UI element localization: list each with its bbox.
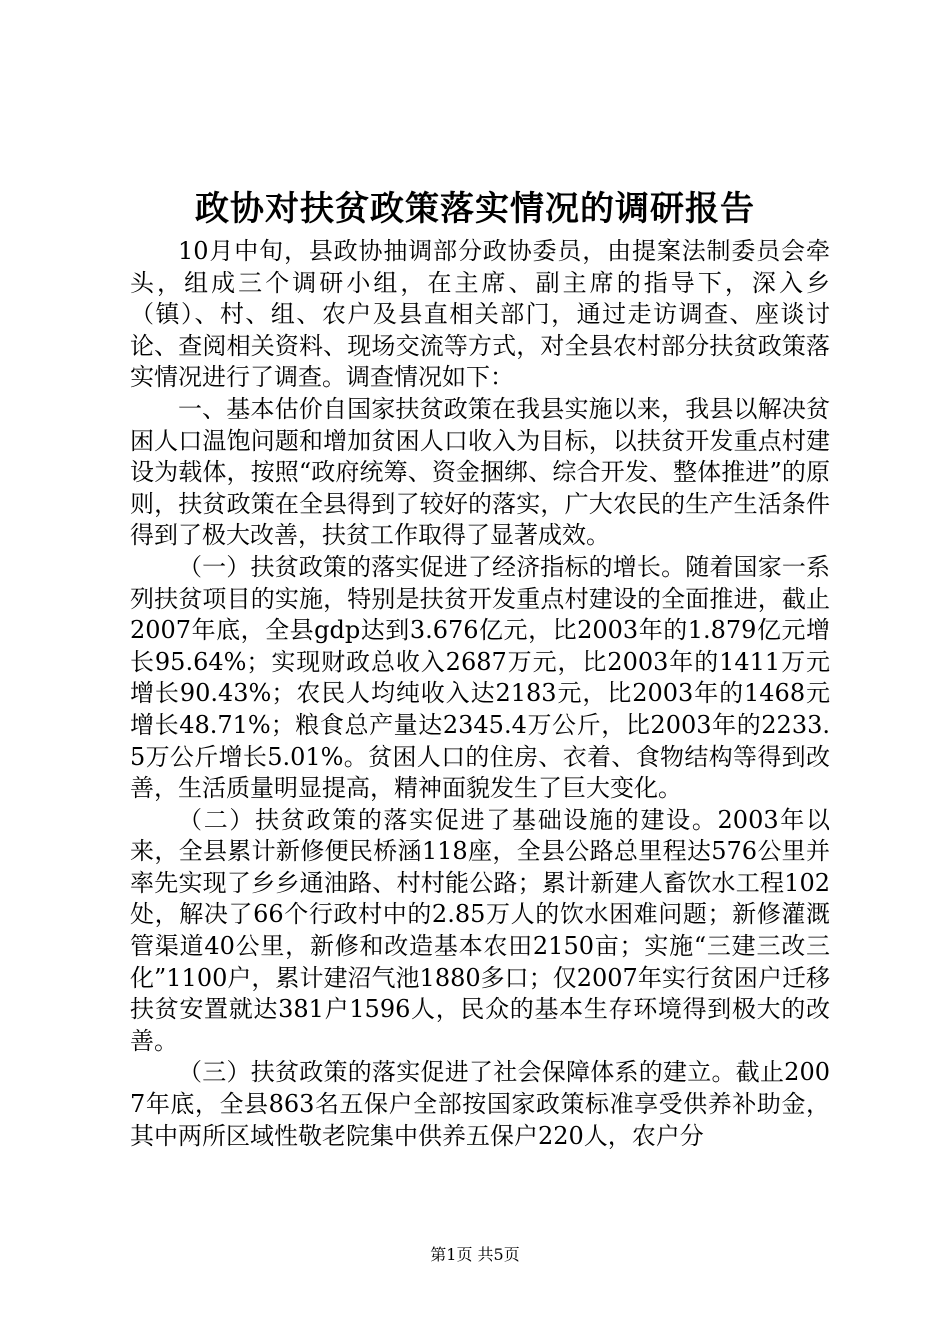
page-footer: 第1页 共5页 xyxy=(430,1245,520,1264)
document-body xyxy=(130,236,830,1152)
document-title: 政协对扶贫政策落实情况的调研报告 xyxy=(195,189,755,229)
paragraph-subsection-1: （一）扶贫政策的落实促进了经济指标的增长。随着国家一系列扶贫项目的实施，特别是扶贫开发重点村建设的全面推进，截止2007年底，全县gdp达到3.676亿元，比2003年的1.879亿元增长95.64%；实现财政总收入2687万元，比2003年的1411万元增长90.43%；农民人均纯收入达2183元，比2003年的1468元增长48.71%；粮食总产量达2345.4万公斤，比2003年的2233.5万公斤增长5.01%。贫困人口的住房、衣着、食物结构等得到改善，生活质量明显提高，精神面貌发生了巨大变化。 xyxy=(130,552,830,803)
paragraph-intro: 10月中旬，县政协抽调部分政协委员，由提案法制委员会牵头，组成三个调研小组，在主席、副主席的指导下，深入乡（镇）、村、组、农户及县直相关部门，通过走访调查、座谈讨论、查阅相关资料、现场交流等方式，对全县农村部分扶贫政策落实情况进行了调查。调查情况如下： xyxy=(130,237,830,392)
paragraph-subsection-3: （三）扶贫政策的落实促进了社会保障体系的建立。截止2007年底，全县863名五保户全部按国家政策标准享受供养补助金，其中两所区域性敬老院集中供养五保户220人，农户分 xyxy=(130,1058,830,1150)
paragraph-section-1: 一、基本估价自国家扶贫政策在我县实施以来，我县以解决贫困人口温饱问题和增加贫困人口收入为目标，以扶贫开发重点村建设为载体，按照“政府统筹、资金捆绑、综合开发、整体推进”的原则，扶贫政策在全县得到了较好的落实，广大农民的生产生活条件得到了极大改善，扶贫工作取得了显著成效。 xyxy=(130,394,830,550)
paragraph-subsection-2: （二）扶贫政策的落实促进了基础设施的建设。2003年以来，全县累计新修便民桥涵118座，全县公路总里程达576公里并率先实现了乡乡通油路、村村能公路；累计新建人畜饮水工程102处，解决了66个行政村中的2.85万人的饮水困难问题；新修灌溉管渠道40公里，新修和改造基本农田2150亩；实施“三建三改三化”1100户，累计建沼气池1880多口；仅2007年实行贫困户迁移扶贫安置就达381户1596人，民众的基本生存环境得到极大的改善。 xyxy=(130,805,830,1055)
